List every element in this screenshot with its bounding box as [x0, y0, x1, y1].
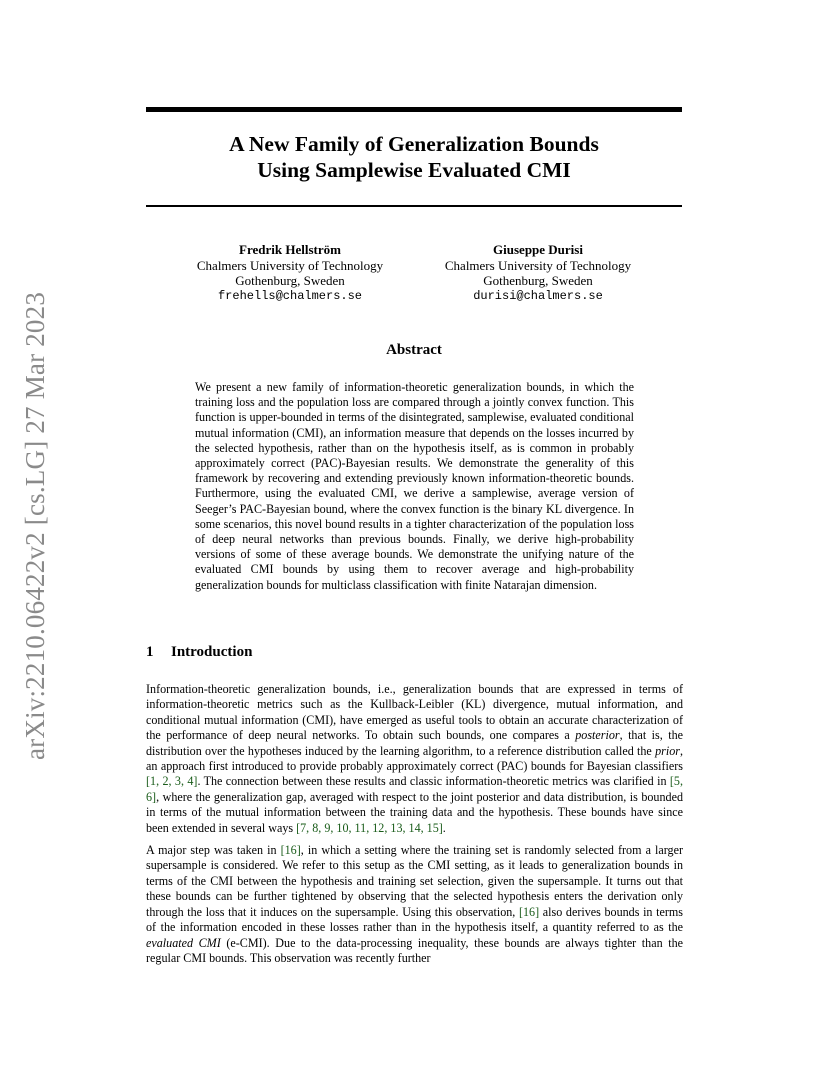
section-heading — [146, 644, 252, 661]
author-name: Fredrik Hellström — [239, 242, 341, 257]
text-run: , that is, the distribution over the hypotheses induced by the learning algorithm, to a reference distribution called the — [146, 728, 683, 758]
author-name: Giuseppe Durisi — [493, 242, 583, 257]
paper-title — [146, 131, 682, 183]
title-bottom-rule — [146, 205, 682, 207]
citation-link[interactable]: [16] — [518, 904, 540, 919]
emphasis-prior: prior — [655, 743, 680, 758]
section-number: 1 — [146, 644, 154, 660]
citation-link[interactable]: [5, 6] — [146, 774, 683, 804]
text-run: Information-theoretic generalization bounds, i.e., generalization bounds that are expressed in terms of information-theoretic metrics such as the Kullback-Leibler (KL) divergence, mutual information, and conditional mutual information (CMI), have emerged as useful tools to obtain an accurate characterization of the performance of deep neural networks. To obtain such bounds, one compares a — [146, 682, 683, 743]
author-email[interactable]: durisi@chalmers.se — [473, 288, 603, 303]
section-title: Introduction — [171, 644, 253, 660]
author-affiliation: Chalmers University of Technology — [444, 257, 632, 273]
introduction-body — [146, 682, 683, 973]
citation-link[interactable]: [16] — [280, 843, 301, 858]
text-run: (e-CMI). Due to the data-processing inequality, these bounds are always tighter than the regular CMI bounds. This observation was recently further — [146, 935, 684, 965]
title-line-1: A New Family of Generalization Bounds — [229, 132, 599, 156]
text-run: . — [442, 820, 446, 835]
text-run: , an approach first introduced to provide probably approximately correct (PAC) bounds for Bayesian classifiers — [146, 743, 683, 774]
author-location: Gothenburg, Sweden — [483, 273, 593, 288]
text-run: . The connection between these results and classic information-theoretic metrics was clarified in — [197, 774, 670, 789]
title-top-rule — [146, 107, 682, 112]
citation-link[interactable]: [7, 8, 9, 10, 11, 12, 13, 14, 15] — [296, 820, 443, 835]
abstract-heading: Abstract — [386, 342, 442, 358]
text-run: A major step was taken in — [146, 843, 281, 858]
arxiv-side-identifier: arXiv:2210.06422v2 [cs.LG] 27 Mar 2023 — [20, 291, 50, 760]
title-line-2: Using Samplewise Evaluated CMI — [257, 158, 571, 182]
author-block-2 — [413, 242, 663, 304]
paragraph-2 — [146, 843, 683, 966]
emphasis-posterior: posterior — [575, 728, 620, 743]
abstract-text: We present a new family of information-theoretic generalization bounds, in which the training loss and the population loss are compared through a jointly convex function. This function is upper-bounded in terms of the disintegrated, samplewise, evaluated conditional mutual information (CMI), an information measure that depends on the losses incurred by the selected hypothesis, rather than on the hypothesis itself, as is common in probably approximately correct (PAC)-Bayesian results. We demonstrate the generality of this framework by recovering and extending previously known information-theoretic bounds. Furthermore, using the evaluated CMI, we derive a samplewise, average version of Seeger’s PAC-Bayesian bound, where the convex function is the binary KL divergence. In some scenarios, this novel bound results in a tighter characterization of the population loss of deep neural networks than previous bounds. Finally, we derive high-probability versions of some of these average bounds. We demonstrate the unifying nature of the evaluated CMI bounds by using them to recover average and high-probability generalization bounds for multiclass classification with finite Natarajan dimension. — [195, 380, 634, 592]
citation-link[interactable]: [1, 2, 3, 4] — [146, 774, 198, 789]
author-block-1 — [165, 242, 415, 304]
author-location: Gothenburg, Sweden — [235, 273, 345, 288]
text-run: , where the generalization gap, averaged with respect to the joint posterior and data distribution, is bounded in terms of the mutual information between the training data and the hypothesis. These bounds have since been extended in several ways — [146, 789, 683, 835]
text-run: , in which a setting where the training set is randomly selected from a larger supersample is considered. We refer to this setup as the CMI setting, as it leads to generalization bounds in terms of the CMI between the hypothesis and training set selection, given the supersample. It turns out that these bounds can be further tightened by observing that the selected hypothesis enters the derivation only through the loss that it induces on the supersample. Using this observation, — [146, 843, 683, 919]
author-email[interactable]: frehells@chalmers.se — [217, 288, 363, 303]
emphasis-evaluated-cmi: evaluated CMI — [146, 935, 221, 950]
text-run: also derives bounds in terms of the information encoded in these losses rather than in the hypothesis itself, a quantity referred to as the — [146, 904, 683, 935]
paragraph-1 — [146, 682, 683, 836]
author-affiliation: Chalmers University of Technology — [196, 257, 384, 273]
